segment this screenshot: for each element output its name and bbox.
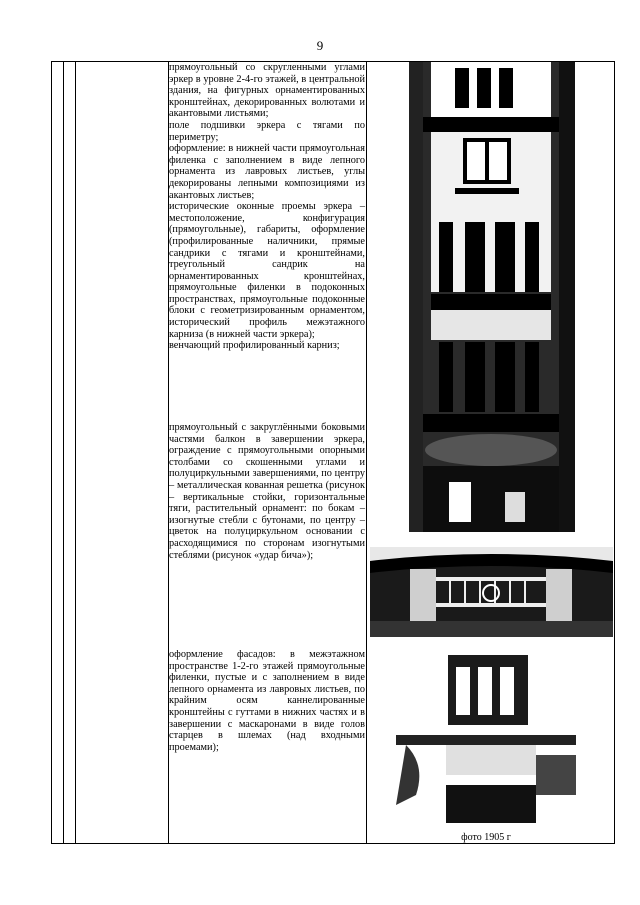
- paragraph-bay-window: прямоугольный со скругленными углами эркер в уровне 2-4-го этажей, в центральной здания, на фигурных орнаментированных кронштейнах, декорированных волютами и акантовыми листьями;: [169, 62, 365, 120]
- photo-facade-1905: [386, 645, 586, 832]
- paragraph-soffit: поле подшивки эркера с тягами по периметру;: [169, 119, 365, 143]
- photo-balcony: [370, 547, 613, 637]
- page-number: 9: [316, 38, 324, 53]
- column-divider: [75, 62, 76, 843]
- paragraph-facades: оформление фасадов: в межэтажном пространстве 1-2-го этажей прямоугольные филенки, пустые и с заполнением в виде лепного орнамента из лавровых листьев, по крайним осям каннелированные кронштейны с гуттами в нижних частях и в завершении с маскаронами в виде голов старцев в шлемах (над входными проемами);: [169, 649, 365, 753]
- paragraph-decoration: оформление: в нижней части прямоугольная филенка с заполнением в виде лепного орнамента из лавровых листьев, углы декорированы лепными композициями из акантовых листьев;: [169, 143, 365, 201]
- paragraph-cornice: венчающий профилированный карниз;: [169, 340, 340, 352]
- column-divider: [366, 62, 367, 843]
- column-divider: [63, 62, 64, 843]
- photo-bay-window: [409, 62, 575, 532]
- description-table: [51, 61, 615, 844]
- photo-caption: фото 1905 г: [461, 832, 511, 843]
- paragraph-balcony: прямоугольный с закруглёнными боковыми частями балкон в завершении эркера, ограждение с прямоугольными опорными столбами со скошенными углами и полуциркульными завершениями, по центру – металлическая кованная решетка (рисунок – вертикальные стойки, горизонтальные тяги, растительный орнамент: по бокам – изогнутые стебли с бутонами, по центру – цветок на полуциркульном основании с расходящимися по сторонам изогнутыми стеблями (рисунок «удар бича»);: [169, 422, 365, 561]
- text-block-facades: [169, 649, 365, 753]
- text-block-bay-window: [169, 62, 365, 352]
- text-block-balcony: [169, 422, 365, 561]
- paragraph-windows: исторические оконные проемы эркера – местоположение, конфигурация (прямоугольные), габариты, оформление (профилированные наличники, прямые сандрики с тягами и кронштейнами, треугольный сандрик на орнаментированных кронштейнах, прямоугольные филенки в подоконных пространствах, прямоугольные подоконные блоки с геометризированным орнаментом, исторический профиль межэтажного карниза (в нижней части эркера);: [169, 201, 365, 340]
